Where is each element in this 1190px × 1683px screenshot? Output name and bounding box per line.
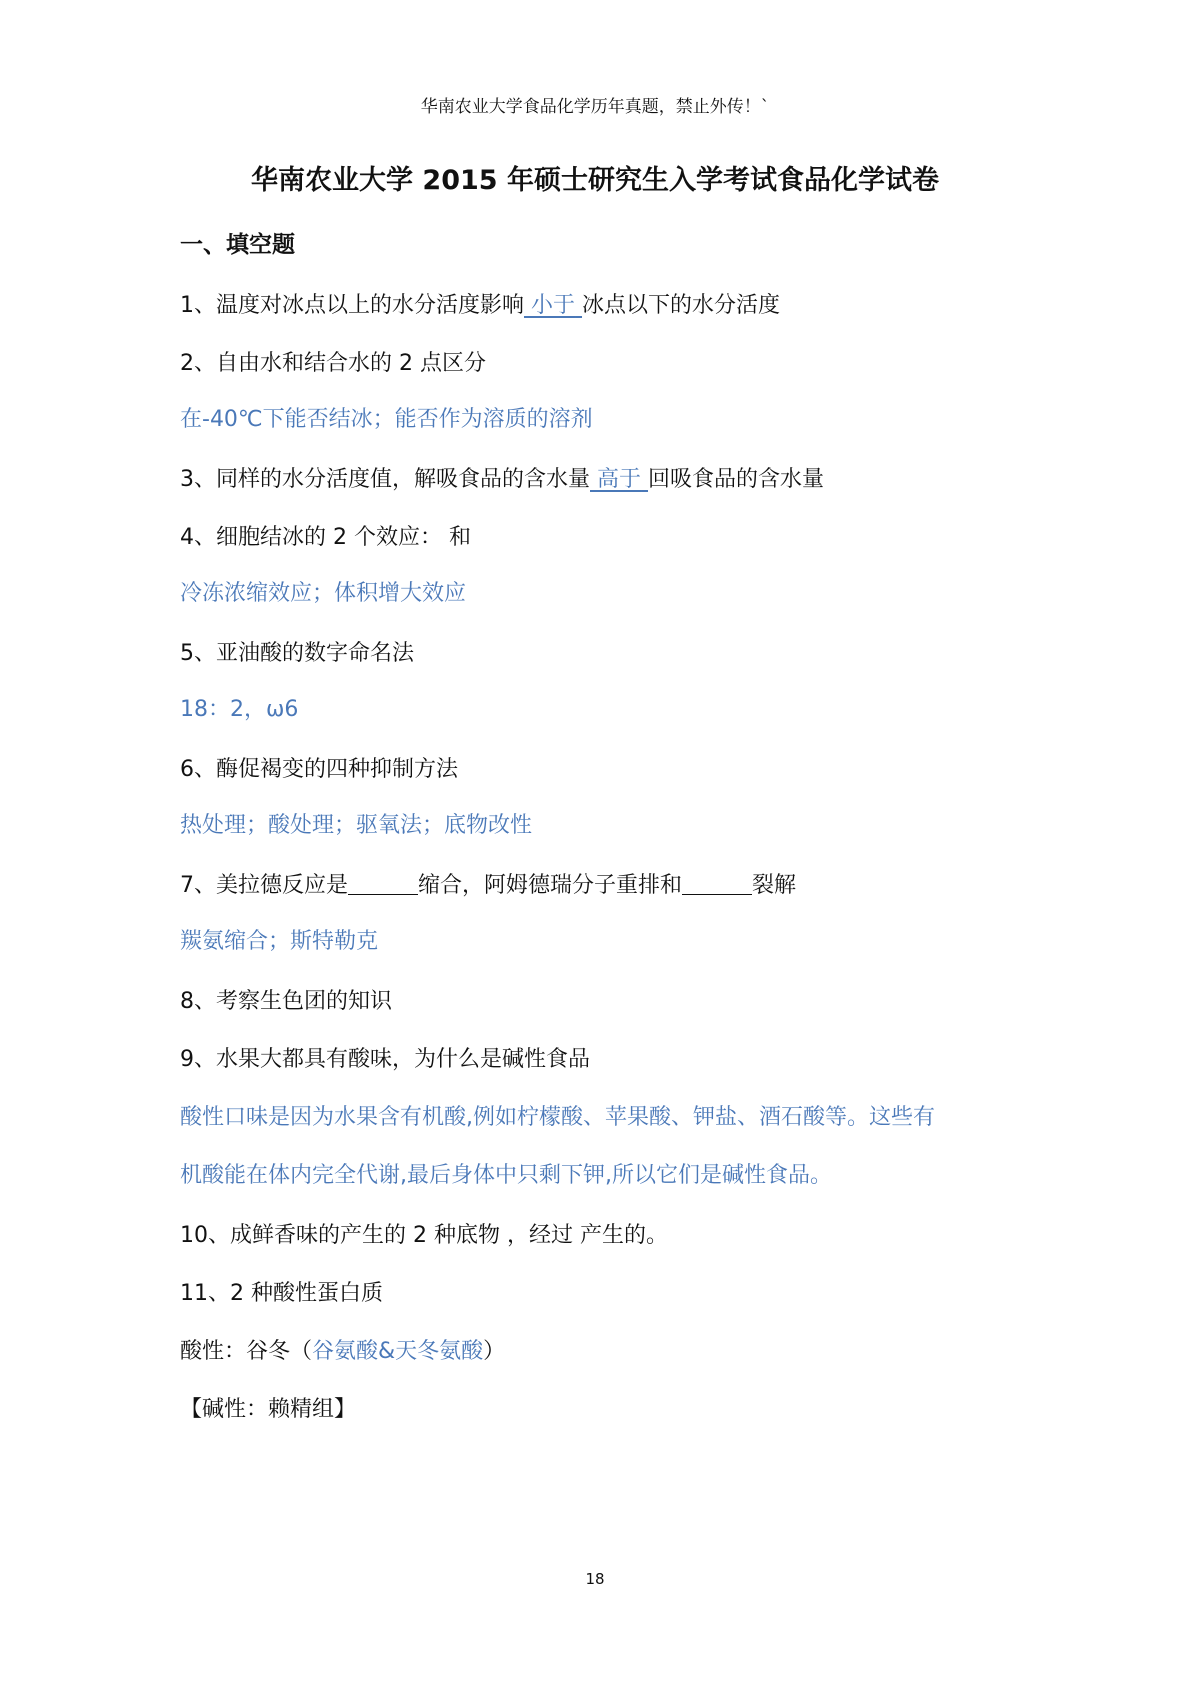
question-6: 6、酶促褐变的四种抑制方法 — [180, 757, 458, 782]
q7-text-mid: 缩合，阿姆德瑞分子重排和 — [418, 873, 683, 898]
q1-text-end: 冰点以下的水分活度 — [582, 293, 781, 318]
answer-9-line-1: 酸性口味是因为水果含有机酸,例如柠檬酸、苹果酸、钾盐、酒石酸等。这些有 — [180, 1105, 935, 1130]
answer-11-acid — [180, 1334, 505, 1365]
answer-11-base: 【碱性：赖精组】 — [180, 1397, 357, 1422]
q7-text: 7、美拉德反应是 — [180, 873, 348, 898]
answer-2: 在-40℃下能否结冰；能否作为溶质的溶剂 — [180, 407, 593, 432]
q1-answer: 小于 — [531, 293, 576, 318]
question-3 — [180, 462, 824, 493]
question-7 — [180, 868, 796, 899]
section-heading: 一、填空题 — [180, 232, 295, 258]
question-4: 4、细胞结冰的 2 个效应： 和 — [180, 525, 471, 550]
question-9: 9、水果大都具有酸味，为什么是碱性食品 — [180, 1047, 590, 1072]
page-title: 华南农业大学 2015 年硕士研究生入学考试食品化学试卷 — [251, 165, 939, 196]
question-10: 10、成鲜香味的产生的 2 种底物 ，经过 产生的。 — [180, 1223, 668, 1248]
answer-5: 18：2，ω6 — [180, 697, 299, 722]
question-1 — [180, 288, 780, 319]
a11-acid-label: 酸性：谷冬（ — [180, 1339, 313, 1364]
q3-text: 3、同样的水分活度值，解吸食品的含水量 — [180, 467, 590, 492]
page-header: 华南农业大学食品化学历年真题，禁止外传！` — [420, 97, 770, 117]
question-2: 2、自由水和结合水的 2 点区分 — [180, 351, 486, 376]
question-8: 8、考察生色团的知识 — [180, 989, 392, 1014]
page-number: 18 — [585, 1570, 605, 1588]
answer-6: 热处理；酸处理；驱氧法；底物改性 — [180, 813, 533, 838]
question-5: 5、亚油酸的数字命名法 — [180, 641, 414, 666]
a11-acid-close: ） — [483, 1339, 506, 1364]
q3-text-end: 回吸食品的含水量 — [648, 467, 825, 492]
answer-4: 冷冻浓缩效应；体积增大效应 — [180, 581, 467, 606]
a11-acid-answer: 谷氨酸&天冬氨酸 — [312, 1339, 484, 1364]
q7-text-end: 裂解 — [752, 873, 797, 898]
q7-blank-1 — [348, 872, 418, 895]
q3-answer: 高于 — [597, 467, 642, 492]
question-11: 11、2 种酸性蛋白质 — [180, 1281, 383, 1306]
q1-text: 1、温度对冰点以上的水分活度影响 — [180, 293, 524, 318]
q7-blank-2 — [682, 872, 752, 895]
answer-9-line-2: 机酸能在体内完全代谢,最后身体中只剩下钾,所以它们是碱性食品。 — [180, 1163, 832, 1188]
answer-7: 羰氨缩合；斯特勒克 — [180, 929, 379, 954]
